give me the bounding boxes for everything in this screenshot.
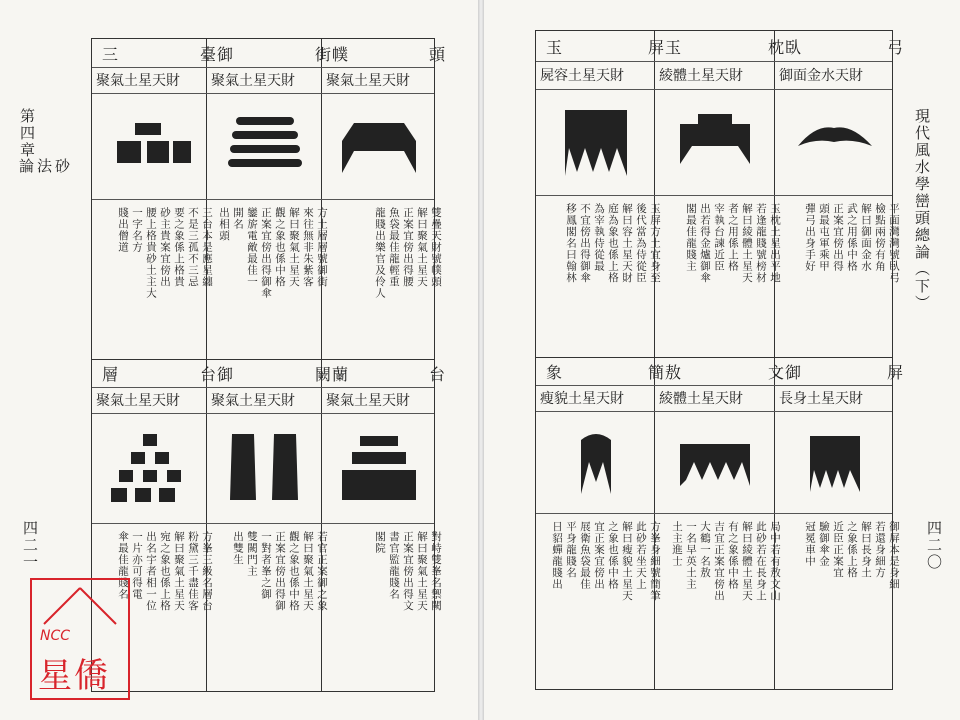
- header-char: 玉: [546, 37, 564, 57]
- text-column: 腰上格貴砂土主大: [145, 207, 157, 299]
- text-column: 彈弓出身手好: [804, 203, 816, 272]
- text-column: 解曰御面金水: [860, 203, 872, 272]
- header-wogong: [775, 31, 914, 61]
- attrs-row: [92, 67, 215, 93]
- text-column: 來往無非朱紫客: [302, 207, 314, 288]
- symbol-yujie: [207, 93, 322, 199]
- page-number-right: 四二〇: [925, 520, 943, 571]
- header-char: 幞: [332, 44, 350, 64]
- attrs-text: 聚氣土星天財: [211, 73, 295, 89]
- text-column: 賤出僧道: [117, 207, 129, 253]
- text-column: 方峯三級名層台: [201, 531, 213, 612]
- seal-logo-text: NCC: [40, 628, 71, 644]
- attrs-text: 屍容土星天財: [540, 68, 624, 84]
- symbol-futou: [322, 93, 436, 199]
- text-column: 解曰綾體土星天: [741, 203, 753, 284]
- desc-yuque: [207, 525, 334, 697]
- text-column: 正案宜傍出得御: [274, 531, 286, 612]
- attrs-row: [775, 385, 902, 411]
- desc-wogong: [775, 197, 906, 361]
- symbol-yuping: [536, 89, 655, 195]
- text-column: 玉枕土星出平地: [769, 203, 781, 284]
- header-char: 敖: [665, 362, 683, 382]
- text-column: 不是三孤不三忌: [187, 207, 199, 288]
- header-yuzhen: [655, 31, 795, 61]
- attrs-row: [775, 61, 902, 89]
- text-column: 鑾旂電敵最佳一: [246, 207, 258, 288]
- text-column: 出相頭: [218, 207, 230, 242]
- symbol-xiangjian: [536, 411, 655, 513]
- aowen-symbol-icon: [670, 422, 760, 502]
- attrs-row: [536, 61, 663, 89]
- header-char: 御: [217, 364, 235, 384]
- text-column: 要之象係上格貴: [173, 207, 185, 288]
- text-column: 宰執台諫近臣: [713, 203, 725, 272]
- text-column: 出名宇者相一位: [145, 531, 157, 612]
- text-column: 此砂若坐天上: [635, 521, 647, 590]
- yuping-symbol-icon: [551, 102, 641, 182]
- text-column: 閣最佳龍賤主: [685, 203, 697, 272]
- divider: [536, 513, 892, 514]
- header-char: 象: [546, 362, 564, 382]
- text-column: 頭最屯軍乘甲: [818, 203, 830, 272]
- desc-futou: [322, 201, 448, 363]
- text-column: 解曰聚氣土星天: [416, 207, 428, 288]
- text-column: 近臣正案宜: [832, 521, 844, 579]
- text-column: 傘最佳龍賤名: [117, 531, 129, 600]
- divider: [92, 199, 434, 200]
- text-column: 解曰聚氣土星天: [416, 531, 428, 612]
- text-column: 解曰綾體土星天: [741, 521, 753, 602]
- text-column: 龍賤出樂官及伶人: [374, 207, 386, 299]
- chapter-label: [17, 108, 71, 175]
- text-column: 開名: [232, 207, 244, 230]
- text-column: 正案宜傍出得腰: [402, 207, 414, 288]
- header-char: 玉: [665, 37, 683, 57]
- header-char: 台: [428, 364, 446, 384]
- chapter-title: 第四章: [18, 108, 36, 159]
- divider: [92, 523, 434, 524]
- header-futou: [322, 39, 456, 67]
- text-column: 三台本是應星纏: [201, 207, 213, 288]
- symbol-santai: [92, 93, 207, 199]
- text-column: 移鳳閣名曰翰林: [565, 203, 577, 284]
- text-column: 觀之象也係中格: [274, 207, 286, 288]
- header-char: 御: [785, 362, 803, 382]
- symbol-cengtai: [92, 413, 207, 523]
- header-char: 蘭: [332, 364, 350, 384]
- text-column: 魚袋最佳龍輕重: [388, 207, 400, 288]
- desc-yuping: [536, 197, 667, 361]
- text-column: 者之用係上格: [727, 203, 739, 272]
- attrs-text: 綾體土星天財: [659, 391, 743, 407]
- text-column: 吉宜正案宜傍出: [713, 521, 725, 602]
- seal-stamp: [30, 578, 130, 700]
- text-column: 若還身細方: [874, 521, 886, 579]
- text-column: 砂主貴案宜傍出: [159, 207, 171, 288]
- wogong-symbol-icon: [790, 102, 880, 182]
- header-char: 御: [217, 44, 235, 64]
- yuping-2-symbol-icon: [790, 422, 880, 502]
- header-char: 枕: [767, 37, 785, 57]
- text-column: 日貂蟬龍賤出: [551, 521, 563, 590]
- header-char: 臥: [785, 37, 803, 57]
- yuzhen-symbol-icon: [670, 102, 760, 182]
- text-column: 武之用係中格: [846, 203, 858, 272]
- header-char: 簡: [647, 362, 665, 382]
- attrs-text: 長身土星天財: [779, 391, 863, 407]
- cengtai-symbol-icon: [105, 428, 195, 508]
- header-char: 頭: [428, 44, 446, 64]
- text-column: 解曰聚氣土星天: [173, 531, 185, 612]
- left-table: [91, 38, 446, 692]
- desc-aowen: [655, 515, 787, 695]
- header-lantai: [322, 359, 456, 387]
- text-column: 宜正案宜傍出: [593, 521, 605, 590]
- text-column: 展衛魚袋最佳: [579, 521, 591, 590]
- header-char: 屏: [647, 37, 665, 57]
- header-char: 台: [199, 364, 217, 384]
- header-char: 街: [314, 44, 332, 64]
- text-column: 局中若有敖文山: [769, 521, 781, 602]
- text-column: 平身龍賤名: [565, 521, 577, 579]
- text-column: 粉黛三千盡佳客: [187, 531, 199, 612]
- right-table: [535, 30, 904, 690]
- symbol-wogong: [775, 89, 894, 195]
- text-column: 解曰聚氣土星天: [288, 207, 300, 288]
- text-column: 一字名方: [131, 207, 143, 253]
- attrs-text: 瘦貌土星天財: [540, 391, 624, 407]
- desc-yuping-2: [775, 515, 906, 695]
- text-column: 方土層層號御街: [316, 207, 328, 288]
- text-column: 解曰容土星天財: [621, 203, 633, 284]
- text-column: 若逢龍賤號榜材: [755, 203, 767, 284]
- attrs-text: 聚氣土星天財: [326, 393, 410, 409]
- divider: [536, 195, 892, 196]
- text-column: 解曰聚氣土星天: [302, 531, 314, 612]
- text-column: 正案宜傍出得: [832, 203, 844, 272]
- header-char: 層: [102, 364, 120, 384]
- header-char: 屏: [886, 362, 904, 382]
- desc-yuzhen: [655, 197, 787, 361]
- yujie-symbol-icon: [220, 111, 310, 181]
- header-char: 弓: [886, 37, 904, 57]
- text-column: 後代當為侍從臣: [635, 203, 647, 284]
- text-column: 庭為象也係上格: [607, 203, 619, 284]
- text-column: 雙疊天財號幞頭: [430, 207, 442, 288]
- futou-symbol-icon: [334, 111, 424, 181]
- text-column: 之象係上格: [846, 521, 858, 579]
- text-column: 大鶴一名敖: [699, 521, 711, 579]
- text-column: 有之象係中格: [727, 521, 739, 590]
- attrs-text: 綾體土星天財: [659, 68, 743, 84]
- symbol-yuque: [207, 413, 322, 523]
- text-column: 方峯身細號簡筆: [649, 521, 661, 602]
- attrs-text: 聚氣土星天財: [96, 393, 180, 409]
- attrs-text: 聚氣土星天財: [326, 73, 410, 89]
- text-column: 玉屏方土宜身至: [649, 203, 661, 284]
- santai-symbol-icon: [105, 111, 195, 181]
- header-aowen: [655, 357, 795, 385]
- text-column: 為宰執侍從最: [593, 203, 605, 272]
- header-char: 文: [767, 362, 785, 382]
- attrs-text: 聚氣土星天財: [96, 73, 180, 89]
- text-column: 正案宜傍出得文: [402, 531, 414, 612]
- attrs-row: [322, 67, 444, 93]
- symbol-aowen: [655, 411, 775, 513]
- desc-yujie: [207, 201, 334, 363]
- text-column: 出若得金爐御傘: [699, 203, 711, 284]
- lantai-symbol-icon: [334, 428, 424, 508]
- attrs-row: [536, 385, 663, 411]
- header-char: 闕: [314, 364, 332, 384]
- text-column: 一對者峯之御: [260, 531, 272, 600]
- yuque-symbol-icon: [220, 428, 310, 508]
- text-column: 解曰長身土: [860, 521, 872, 579]
- desc-santai: [92, 201, 219, 363]
- attrs-row: [207, 67, 330, 93]
- left-page: [0, 0, 478, 720]
- text-column: 正案宜傍出得御傘: [260, 207, 272, 299]
- triangle-logo-icon: [32, 580, 128, 630]
- attrs-row: [322, 387, 444, 413]
- symbol-lantai: [322, 413, 436, 523]
- text-column: 雙闕門主: [246, 531, 258, 577]
- attrs-row: [655, 385, 783, 411]
- text-column: 若官正案御之象: [316, 531, 328, 612]
- text-column: 冠冕車中: [804, 521, 816, 567]
- text-column: 此砂若在長身上: [755, 521, 767, 602]
- header-char: 三: [102, 44, 120, 64]
- page-number-left: 四二一: [21, 520, 39, 571]
- text-column: 閣院: [374, 531, 386, 554]
- section-title: 砂法論: [17, 158, 71, 175]
- running-head: 現代風水學巒頭總論（下）: [913, 108, 931, 312]
- text-column: 對峙雙峯名禦闕: [430, 531, 442, 612]
- attrs-text: 聚氣土星天財: [211, 393, 295, 409]
- desc-lantai: [322, 525, 448, 697]
- desc-xiangjian: [536, 515, 667, 695]
- right-page: [484, 0, 960, 720]
- attrs-row: [92, 387, 215, 413]
- attrs-row: [655, 61, 783, 89]
- text-column: 土主進士: [671, 521, 683, 567]
- attrs-text: 御面金水天財: [779, 68, 863, 84]
- text-column: 之象也係中格: [607, 521, 619, 590]
- text-column: 觀之象也係中格: [288, 531, 300, 612]
- text-column: 一名早英土主: [685, 521, 697, 590]
- header-char: 臺: [199, 44, 217, 64]
- text-column: 出雙生: [232, 531, 244, 566]
- symbol-yuzhen: [655, 89, 775, 195]
- text-column: 解曰瘦貌土星天: [621, 521, 633, 602]
- xiangjian-symbol-icon: [551, 422, 641, 502]
- text-column: 平面灣灣號臥弓: [888, 203, 900, 284]
- symbol-yuping-2: [775, 411, 894, 513]
- text-column: 檢點兩傍有角: [874, 203, 886, 272]
- text-column: 宛之象也係上格: [159, 531, 171, 612]
- text-column: 御屏本是身細: [888, 521, 900, 590]
- header-yuping-2: [775, 357, 914, 385]
- text-column: 不宜傍出得御傘: [579, 203, 591, 284]
- text-column: 一片亦可得電: [131, 531, 143, 600]
- text-column: 書官監龍賤名: [388, 531, 400, 600]
- seal-name: 星僑: [38, 656, 110, 696]
- attrs-row: [207, 387, 330, 413]
- text-column: 驗御傘金: [818, 521, 830, 567]
